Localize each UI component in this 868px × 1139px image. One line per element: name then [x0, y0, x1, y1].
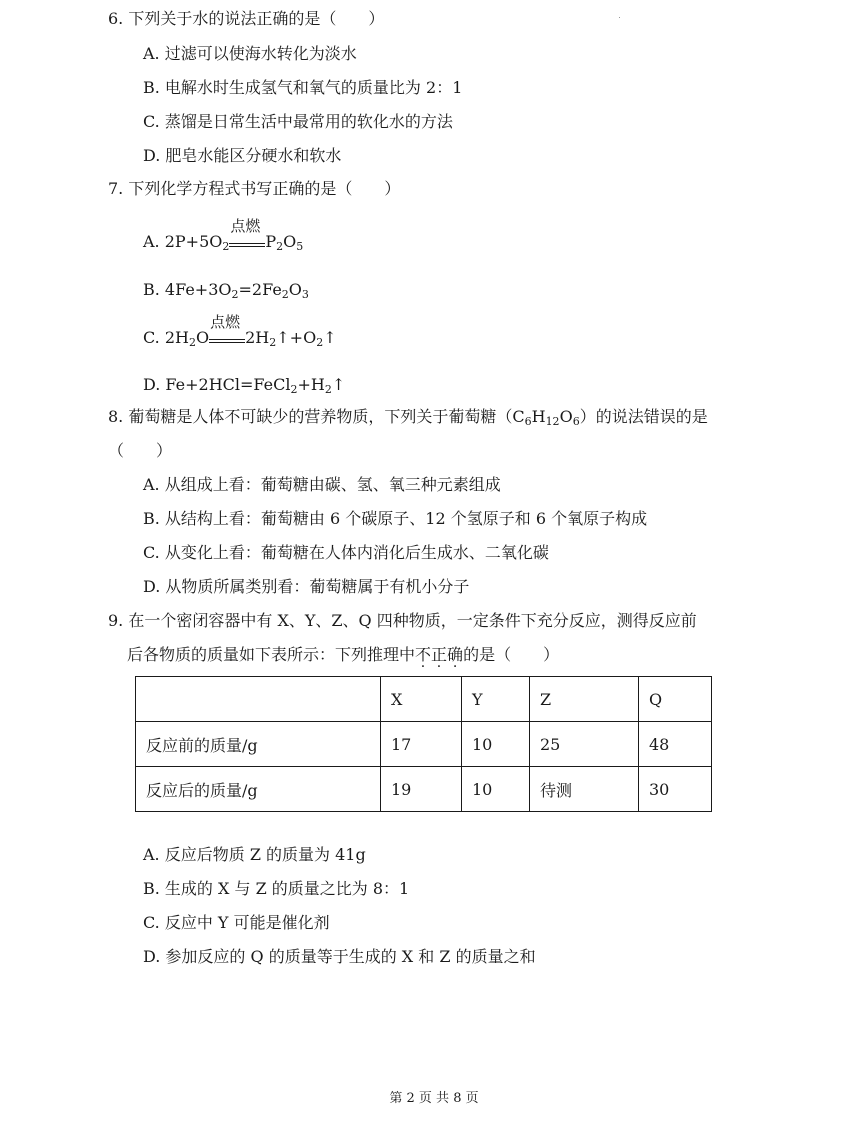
q9-stem-line1: 9. 在一个密闭容器中有 X、Y、Z、Q 四种物质，一定条件下充分反应，测得反应前	[108, 611, 697, 630]
table-cell: Q	[639, 677, 712, 722]
q7-option-c: C. $2H_2O$ 点燃 $2H_2↑+O_2↑$	[143, 313, 337, 349]
table-cell: 反应后的质量/g	[136, 767, 381, 812]
table-header-row	[136, 677, 712, 722]
q6-option-b: B. 电解水时生成氢气和氧气的质量比为 2：1	[143, 78, 463, 97]
q8-option-b: B. 从结构上看：葡萄糖由 6 个碳原子、12 个氢原子和 6 个氧原子构成	[143, 509, 648, 528]
table-cell: 30	[639, 767, 712, 812]
table-cell: 10	[462, 722, 530, 767]
table-cell: X	[381, 677, 462, 722]
q7-option-a: A. $2P+5O_2$ 点燃 $P_2O_5$	[143, 217, 304, 253]
q6-option-d: D. 肥皂水能区分硬水和软水	[143, 146, 342, 165]
reaction-condition-arrow: 点燃	[229, 232, 265, 252]
q7-option-b: B. $4Fe+3O_2=2Fe_2O_3$	[143, 280, 309, 301]
q8-stem: 8. 葡萄糖是人体不可缺少的营养物质，下列关于葡萄糖$(C_6H_{12}O_6)$的说法错误的是	[108, 407, 708, 428]
table-row	[136, 722, 712, 767]
reaction-condition-arrow: 点燃	[209, 328, 245, 348]
q8-option-d: D. 从物质所属类别看：葡萄糖属于有机小分子	[143, 577, 470, 596]
q6-stem: 6. 下列关于水的说法正确的是（ ）	[108, 9, 385, 28]
emphasis-char: 确	[447, 645, 464, 664]
table-cell: 待测	[530, 767, 639, 812]
q9-option-b: B. 生成的 X 与 Z 的质量之比为 8：1	[143, 879, 410, 898]
q7-stem: 7. 下列化学方程式书写正确的是（ ）	[108, 179, 401, 198]
q8-answer-paren: （ ）	[108, 441, 173, 460]
q8-option-c: C. 从变化上看：葡萄糖在人体内消化后生成水、二氧化碳	[143, 543, 549, 562]
q9-option-a: A. 反应后物质 Z 的质量为 41g	[143, 845, 366, 864]
table-cell: 反应前的质量/g	[136, 722, 381, 767]
table-cell: 19	[381, 767, 462, 812]
table-cell: Y	[462, 677, 530, 722]
page-footer: 第 2 页 共 8 页	[389, 1091, 479, 1106]
q6-option-c: C. 蒸馏是日常生活中最常用的软化水的方法	[143, 112, 453, 131]
table-cell: 25	[530, 722, 639, 767]
table-cell: 17	[381, 722, 462, 767]
scan-speck	[619, 17, 620, 18]
q8-option-a: A. 从组成上看：葡萄糖由碳、氢、氧三种元素组成	[143, 475, 501, 494]
emphasis-char: 正	[431, 645, 448, 664]
q9-stem-line2: 后各物质的质量如下表所示：下列推理中不正确的是（ ）	[127, 645, 560, 664]
table-row	[136, 767, 712, 812]
q7-option-d: D. $Fe+2HCl=FeCl_2+H_2↑$	[143, 375, 346, 396]
q6-option-a: A. 过滤可以使海水转化为淡水	[143, 44, 357, 63]
table-cell: 48	[639, 722, 712, 767]
table-cell: 10	[462, 767, 530, 812]
emphasis-char: 不	[415, 645, 432, 664]
table-cell	[136, 677, 381, 722]
mass-table	[135, 676, 712, 812]
table-cell: Z	[530, 677, 639, 722]
q9-option-c: C. 反应中 Y 可能是催化剂	[143, 913, 330, 932]
q9-option-d: D. 参加反应的 Q 的质量等于生成的 X 和 Z 的质量之和	[143, 947, 536, 966]
